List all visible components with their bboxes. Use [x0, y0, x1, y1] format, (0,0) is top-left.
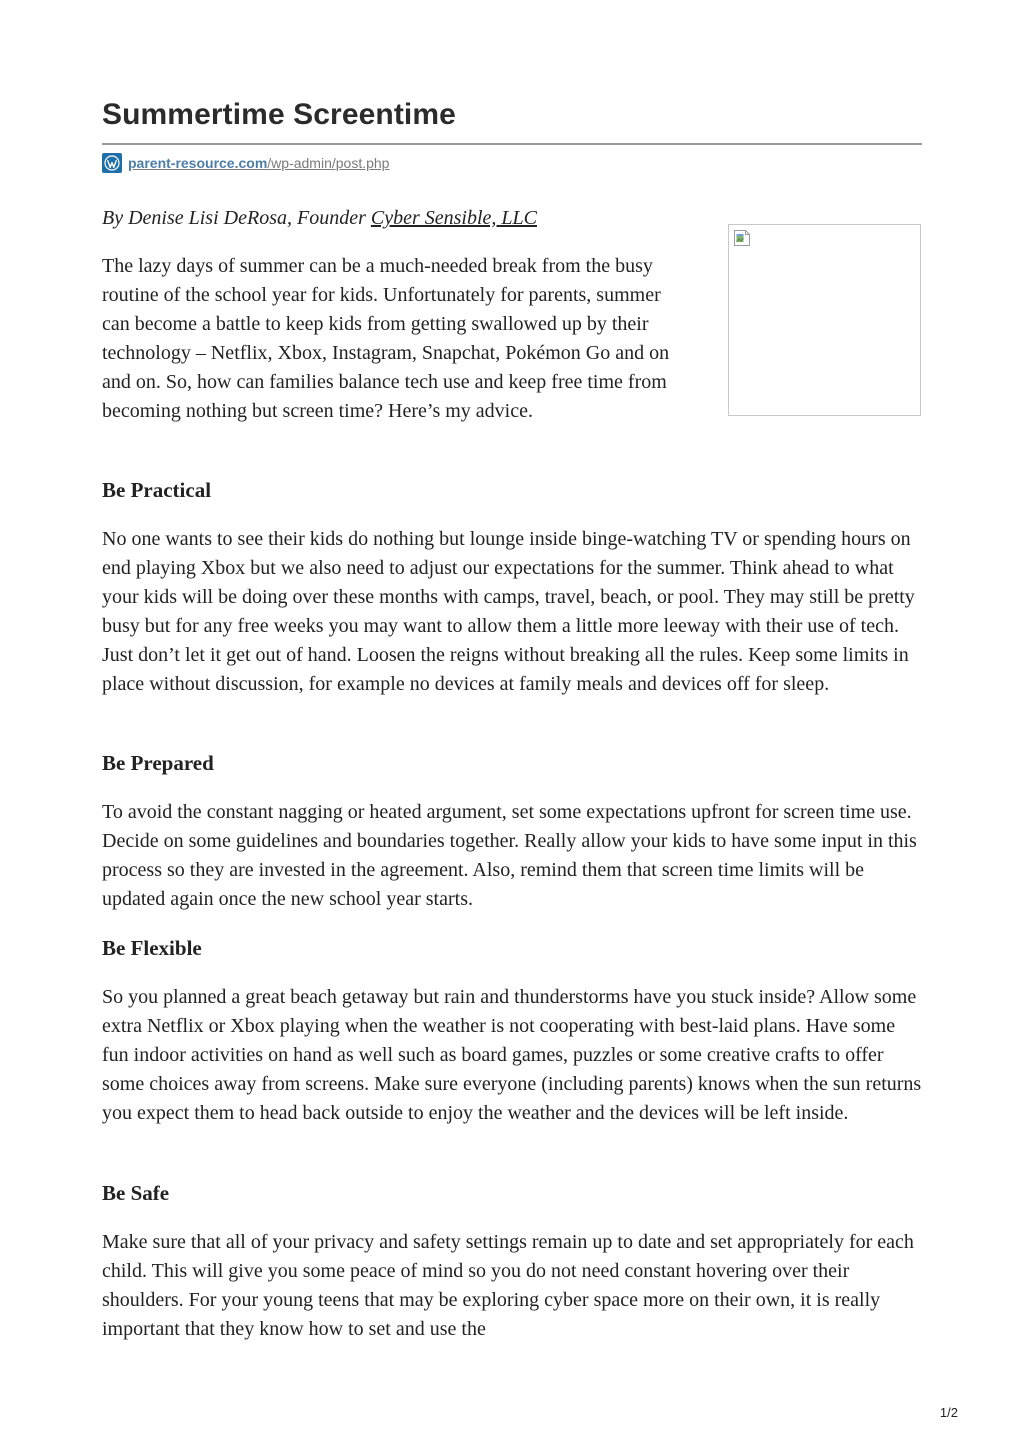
byline-company-link[interactable]: Cyber Sensible, LLC [370, 207, 537, 229]
source-line [102, 153, 389, 173]
section-heading-be-safe: Be Safe [102, 1181, 170, 1205]
page-number: 1/2 [939, 1405, 958, 1420]
article-image-placeholder [728, 224, 921, 416]
source-path: /wp-admin/post.php [267, 155, 390, 171]
section-heading-be-prepared: Be Prepared [102, 751, 214, 775]
source-url-link[interactable] [128, 155, 389, 171]
section-text-be-practical: No one wants to see their kids do nothing but lounge inside binge-watching TV or spending hours on end playing Xbox but we also need to adjust our expectations for the summer. Think ahead to what your kids will be doing over these months with camps, travel, beach, or pool. They may still be pretty busy but for any free weeks you may want to allow them a little more leeway with their use of tech. Just don’t let it get out of hand. Loosen the reigns without breaking all the rules. Keep some limits in place without discussion, for example no devices at family meals and devices off for sleep. [102, 528, 915, 695]
byline [102, 204, 537, 232]
section-heading-be-practical: Be Practical [102, 478, 212, 502]
wordpress-icon [102, 153, 122, 173]
title-divider [102, 143, 922, 145]
section-heading-be-flexible: Be Flexible [102, 936, 202, 960]
section-text-be-prepared: To avoid the constant nagging or heated argument, set some expectations upfront for screen time use. Decide on some guidelines and boundaries together. Really allow your kids to have some input in this process so they are invested in the agreement. Also, remind them that screen time limits will be updated again once the new school year starts. [102, 801, 917, 910]
broken-image-icon [733, 229, 751, 247]
section-text-be-flexible: So you planned a great beach getaway but rain and thunderstorms have you stuck inside? Allow some extra Netflix or Xbox playing when the weather is not cooperating with best-laid plans. Have some fun indoor activities on hand as well such as board games, puzzles or some creative crafts to offer some choices away from screens. Make sure everyone (including parents) knows when the sun returns you expect them to head back outside to enjoy the weather and the devices will be left inside. [102, 986, 922, 1124]
page-title: Summertime Screentime [102, 98, 456, 131]
intro-paragraph: The lazy days of summer can be a much-needed break from the busy routine of the school year for kids. Unfortunately for parents, summer can become a battle to keep kids from getting swallowed up by their technology – Netflix, Xbox, Instagram, Snapchat, Pokémon Go and on and on. So, how can families balance tech use and keep free time from becoming nothing but screen time? Here’s my advice. [102, 255, 670, 422]
byline-author: By Denise Lisi DeRosa, Founder [102, 207, 371, 229]
section-text-be-safe: Make sure that all of your privacy and safety settings remain up to date and set appropriately for each child. This will give you some peace of mind so you do not need constant hovering over their shoulders. For your young teens that may be exploring cyber space more on their own, it is really important that they know how to set and use the [102, 1231, 914, 1340]
source-domain: parent-resource.com [128, 155, 268, 171]
